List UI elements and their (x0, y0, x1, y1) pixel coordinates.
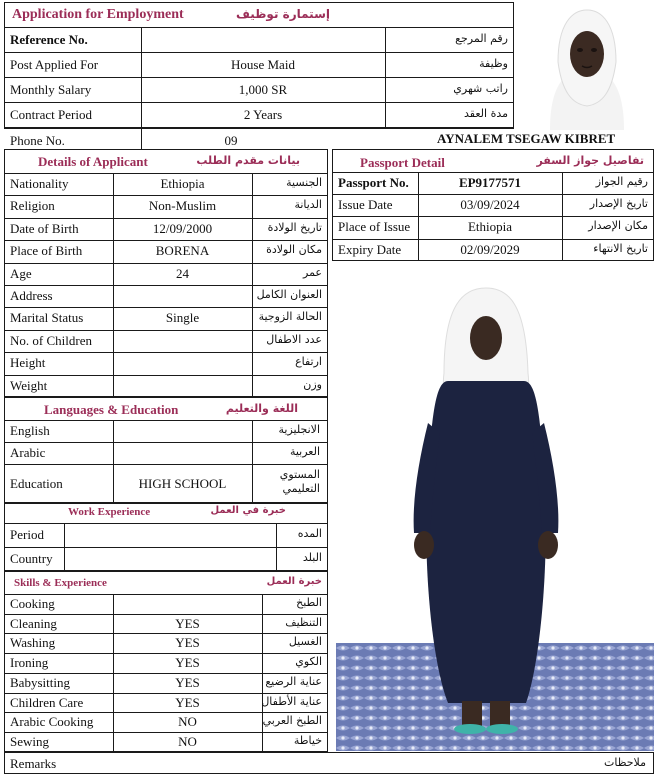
work-title-ar: خبرة في العمل (210, 505, 286, 516)
skill-row-value: NO (178, 733, 197, 749)
skill-row-label: Cleaning (10, 615, 57, 631)
skill-row-label: Washing (10, 635, 56, 651)
work-row-label-ar: المده (297, 527, 322, 540)
skill-row-label: Babysitting (10, 674, 70, 690)
passport-row-label-ar: رقيم الجواز (595, 175, 648, 188)
skill-row-value: YES (175, 694, 200, 710)
skill-row-label-ar: الكوي (295, 655, 322, 669)
details-row-label-ar: الجنسية (286, 176, 322, 189)
details-row-value: Non-Muslim (148, 198, 217, 214)
details-row-label: Weight (10, 377, 48, 393)
top-row-label-ar: رقم المرجع (455, 32, 508, 45)
language-row-label: Arabic (10, 445, 46, 460)
language-row-value: HIGH SCHOOL (138, 476, 227, 491)
remarks-label: Remarks (10, 756, 57, 771)
details-row-label: Place of Birth (10, 243, 83, 259)
details-row-label-ar: الديانة (294, 198, 322, 212)
skill-row-label-ar: الغسيل (288, 635, 322, 649)
details-row-label: Height (10, 355, 46, 371)
details-row-label-ar: عدد الاطفال (266, 332, 322, 346)
languages-title: Languages & Education (44, 402, 179, 417)
details-row-label: Age (10, 265, 32, 281)
details-title-ar: بيانات مقدم الطلب (196, 154, 300, 167)
top-row-label-ar: وظيفة (479, 57, 508, 70)
details-row-label: Date of Birth (10, 220, 79, 236)
skill-row-value: YES (175, 655, 200, 671)
language-row-label: Education (10, 476, 63, 491)
details-row-value: Ethiopia (160, 176, 205, 191)
passport-row-value: 03/09/2024 (460, 197, 520, 213)
skills-title: Skills & Experience (14, 577, 107, 589)
details-row-value: 24 (176, 265, 189, 281)
details-row-value: BORENA (155, 243, 210, 259)
skill-row-label-ar: عناية الأطفال (261, 694, 322, 708)
top-row-value: 1,000 SR (238, 82, 288, 97)
skill-row-label-ar: التنظيف (285, 615, 322, 629)
top-row-label: Reference No. (10, 32, 88, 47)
passport-row-label: Expiry Date (338, 241, 402, 257)
passport-title: Passport Detail (360, 155, 445, 170)
top-row-label: Contract Period (10, 107, 92, 122)
details-row-label-ar: تاريخ الولادة (267, 220, 322, 234)
details-row-label: Religion (10, 198, 55, 214)
details-row-label-ar: ارتفاع (295, 355, 322, 369)
passport-row-value: Ethiopia (467, 219, 513, 235)
passport-row-label-ar: تاريخ الانتهاء (593, 241, 648, 255)
details-row-label-ar: العنوان الكامل (256, 288, 322, 301)
language-row-label: English (10, 423, 50, 438)
passport-row-label: Passport No. (338, 175, 409, 190)
languages-title-ar: اللغة والتعليم (225, 402, 298, 415)
applicant-name: AYNALEM TSEGAW KIBRET (437, 131, 616, 146)
work-row-label: Country (10, 551, 53, 566)
passport-row-value: 02/09/2029 (460, 241, 520, 257)
profile-photo (520, 2, 654, 130)
skill-row-label: Ironing (10, 655, 49, 671)
language-row-label-ar: الانجليزية (278, 423, 320, 436)
skill-row-label-ar: الطبخ العربي (262, 714, 322, 728)
passport-row-label-ar: تاريخ الإصدار (589, 197, 648, 211)
top-row-value: House Maid (231, 57, 295, 72)
passport-row-label: Issue Date (338, 197, 393, 213)
details-title: Details of Applicant (38, 154, 148, 169)
details-row-label-ar: وزن (303, 377, 322, 391)
details-row-label-ar: عمر (303, 265, 322, 279)
work-row-label: Period (10, 527, 44, 542)
skill-row-value: YES (175, 615, 200, 631)
full-body-photo (336, 263, 654, 751)
skill-row-label: Children Care (10, 694, 84, 710)
details-row-label-ar: مكان الولادة (266, 243, 322, 257)
top-row-label: Monthly Salary (10, 82, 92, 97)
skill-row-value: NO (178, 714, 197, 730)
top-row-label-ar: مدة العقد (464, 107, 508, 120)
details-row-value: Single (165, 310, 200, 326)
details-row-label: No. of Children (10, 332, 92, 348)
skills-title-ar: خبرة العمل (266, 576, 322, 587)
phone-value: 09 (224, 133, 238, 148)
details-row-label: Nationality (10, 176, 69, 191)
passport-row-label: Place of Issue (338, 219, 411, 235)
skill-row-value: YES (175, 674, 200, 690)
language-row-label-ar: العربية (289, 445, 320, 458)
details-row-label: Address (10, 288, 53, 303)
remarks-label-ar: ملاحظات (604, 756, 646, 769)
work-title: Work Experience (68, 506, 151, 518)
skill-row-label-ar: خياطة (293, 733, 322, 747)
skill-row-label-ar: الطبخ (296, 596, 322, 609)
skill-row-value: YES (175, 635, 200, 651)
top-row-value: 2 Years (243, 107, 283, 122)
skill-row-label: Cooking (10, 596, 55, 611)
form-title-ar: إستمارة توظيف (235, 7, 330, 21)
language-row-label-ar: المستوي التعليمي (279, 468, 320, 495)
passport-title-ar: تفاصيل جواز السفر (536, 154, 644, 167)
top-row-label: Post Applied For (10, 57, 99, 72)
passport-row-label-ar: مكان الإصدار (588, 219, 648, 233)
details-row-label: Marital Status (10, 310, 84, 326)
work-row-label-ar: البلد (302, 551, 322, 564)
details-row-label-ar: الحالة الزوجية (258, 310, 322, 324)
skill-row-label-ar: عناية الرضيع (265, 674, 322, 688)
form-title: Application for Employment (12, 7, 184, 22)
details-row-value: 12/09/2000 (152, 220, 213, 236)
top-row-label-ar: راتب شهري (453, 82, 508, 95)
passport-row-value: EP9177571 (458, 175, 522, 190)
skill-row-label: Arabic Cooking (10, 714, 94, 730)
phone-label: Phone No. (10, 133, 65, 148)
skill-row-label: Sewing (10, 733, 49, 749)
